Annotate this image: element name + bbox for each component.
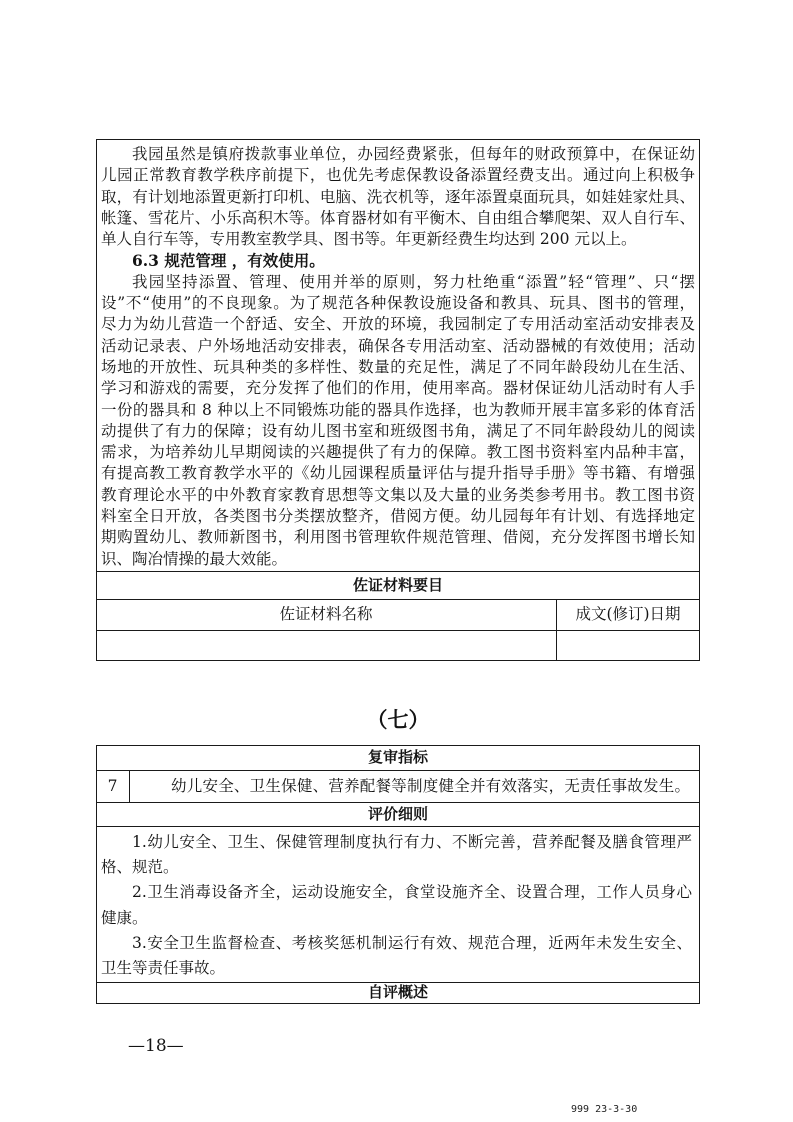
table-rule [96,826,700,827]
subheading: 6.3 规范管理 ，有效使用。 [132,251,325,271]
body-text-line: 有提高教工教育教学水平的《幼儿园课程质量评估与提升指导手册》等书籍、有增强 [101,464,695,483]
page-number: —18— [128,1036,184,1056]
criteria-line: 3.安全卫生监督检查、考核奖惩机制运行有效、规范合理，近两年未发生安全、 [132,933,692,952]
empty-row [96,630,700,660]
body-text-line: 识、陶冶情操的最大效能。 [101,549,288,568]
body-text-line: 我园坚持添置、管理、使用并举的原则，努力杜绝重“添置”轻“管理”、只“摆 [132,272,695,291]
section-title: （七） [366,707,430,732]
criteria-list [101,830,692,981]
body-text-line: 动提供了有力的保障；设有幼儿图书室和班级图书角，满足了不同年龄段幼儿的阅读 [101,421,695,440]
criteria-line: 卫生等责任事故。 [101,958,226,977]
criteria-line: 1.幼儿安全、卫生、保健管理制度执行有力、不断完善，营养配餐及膳食管理严 [132,833,692,851]
body-text-line: 取，有计划地添置更新打印机、电脑、洗衣机等，逐年添置桌面玩具，如娃娃家灶具、 [101,187,695,206]
body-text-line: 场地的开放性、玩具种类的多样性、数量的充足性，满足了不同年龄段幼儿在生活、 [101,357,695,376]
evidence-table-body [101,144,695,570]
body-text-line: 一份的器具和 8 种以上不同锻炼功能的器具作选择，也为教师开展丰富多彩的体育活 [101,400,695,419]
column-header-date: 成文(修订)日期 [575,605,681,623]
self-evaluation-title: 自评概述 [367,983,428,1001]
print-mark: 999 23-3-30 [571,1104,638,1115]
body-text-line: 设”不“使用”的不良现象。为了规范各种保教设施设备和教具、玩具、图书的管理， [101,294,695,313]
indicator-title: 复审指标 [367,748,428,766]
indicator-text: 幼儿安全、卫生保健、营养配餐等制度健全并有效落实，无责任事故发生。 [171,777,690,795]
column-header-name: 佐证材料名称 [279,605,373,623]
column-divider [129,770,130,802]
evidence-list-title: 佐证材料要目 [352,576,443,594]
body-text-line: 我园虽然是镇府拨款事业单位，办园经费紧张，但每年的财政预算中，在保证幼 [132,145,695,163]
body-text-line: 期购置幼儿、教师新图书，利用图书管理软件规范管理、借阅，充分发挥图书增长知 [101,528,695,547]
indicator-number: 7 [107,777,118,795]
body-text-line: 帐篷、雪花片、小乐高积木等。体育器材如有平衡木、自由组合攀爬架、双人自行车、 [101,208,695,227]
criteria-line: 格、规范。 [101,858,179,877]
criteria-line: 2.卫生消毒设备齐全，运动设施安全，食堂设施齐全、设置合理，工作人员身心 [132,883,692,902]
body-text-line: 教育理论水平的中外教育家教育思想等文集以及大量的业务类参考用书。教工图书资 [101,485,695,504]
body-text-line: 需求，为培养幼儿早期阅读的兴趣提供了有力的保障。教工图书资料室内品种丰富， [101,443,695,462]
body-text-line: 儿园正常教育教学秩序前提下，也优先考虑保教设备添置经费支出。通过向上积极争 [101,166,695,185]
body-text-line: 活动记录表、户外场地活动安排表，确保各专用活动室、活动器械的有效使用；活动 [101,336,695,355]
body-text-line: 料室全日开放，各类图书分类摆放整齐，借阅方便。幼儿园每年有计划、有选择地定 [101,507,695,526]
body-text-line: 单人自行车等，专用教室教学具、图书等。年更新经费生均达到 200 元以上。 [101,230,637,249]
criteria-title: 评价细则 [367,805,428,823]
body-text-line: 学习和游戏的需要，充分发挥了他们的作用，使用率高。器材保证幼儿活动时有人手 [101,379,695,398]
body-text-line: 尽力为幼儿营造一个舒适、安全、开放的环境，我园制定了专用活动室活动安排表及 [101,315,695,334]
criteria-line: 健康。 [101,908,148,927]
